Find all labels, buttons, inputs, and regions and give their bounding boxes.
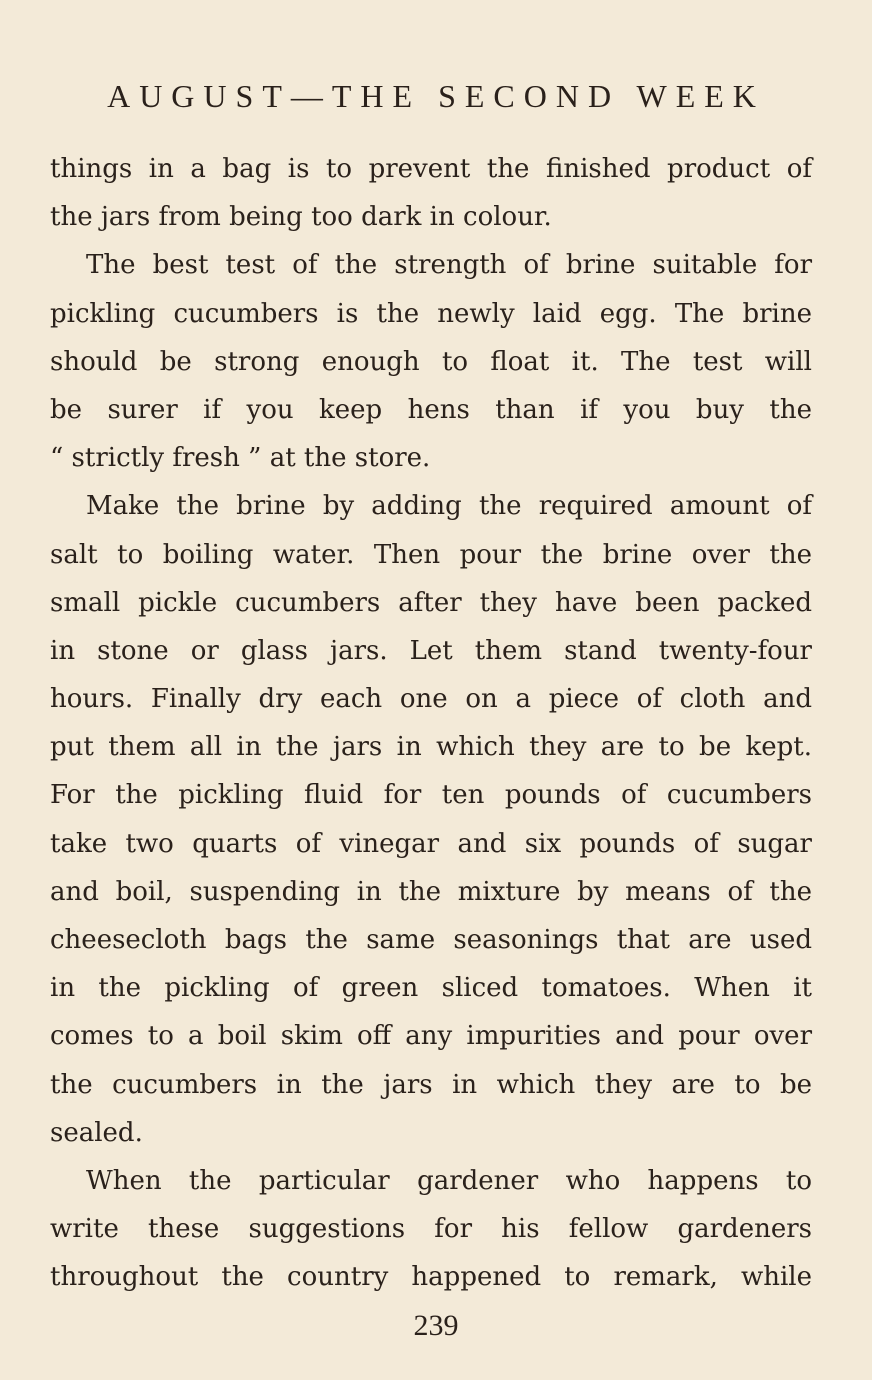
- page-number: 239: [413, 1309, 459, 1342]
- text-line: in the pickling of green sliced tomatoes. When it: [50, 973, 812, 1004]
- text-line: When the particular gardener who happens to: [86, 1165, 812, 1196]
- text-line: write these suggestions for his fellow gardeners: [50, 1214, 812, 1245]
- text-line: comes to a boil skim off any impurities and pour over: [50, 1021, 812, 1052]
- text-line: Make the brine by adding the required amount of: [86, 491, 812, 522]
- text-line: cheesecloth bags the same seasonings that are used: [50, 925, 812, 955]
- body-text: [50, 145, 812, 1302]
- text-line: be surer if you keep hens than if you buy the: [50, 394, 812, 425]
- text-line: small pickle cucumbers after they have been packed: [50, 587, 812, 618]
- text-line: sealed.: [50, 1117, 143, 1148]
- text-line: The best test of the strength of brine suitable for: [86, 250, 812, 281]
- text-line: hours. Finally dry each one on a piece of cloth and: [50, 684, 812, 715]
- text-line: take two quarts of vinegar and six pounds of sugar: [50, 828, 812, 859]
- running-head: AUGUST—THE SECOND WEEK: [107, 78, 765, 114]
- text-line: put them all in the jars in which they are to be kept.: [50, 732, 812, 763]
- text-line: salt to boiling water. Then pour the brine over the: [50, 539, 812, 570]
- text-line: “ strictly fresh ” at the store.: [50, 443, 431, 474]
- text-line: and boil, suspending in the mixture by means of the: [50, 876, 812, 907]
- text-line: things in a bag is to prevent the finished product of: [50, 154, 812, 184]
- text-line: the cucumbers in the jars in which they are to be: [50, 1069, 812, 1100]
- text-line: throughout the country happened to remark, while: [50, 1262, 812, 1293]
- text-line: the jars from being too dark in colour.: [50, 202, 552, 233]
- text-line: should be strong enough to float it. The test will: [50, 346, 812, 377]
- text-line: pickling cucumbers is the newly laid egg. The brine: [50, 298, 812, 329]
- text-line: in stone or glass jars. Let them stand twenty-four: [50, 635, 812, 666]
- text-line: For the pickling fluid for ten pounds of cucumbers: [50, 780, 812, 811]
